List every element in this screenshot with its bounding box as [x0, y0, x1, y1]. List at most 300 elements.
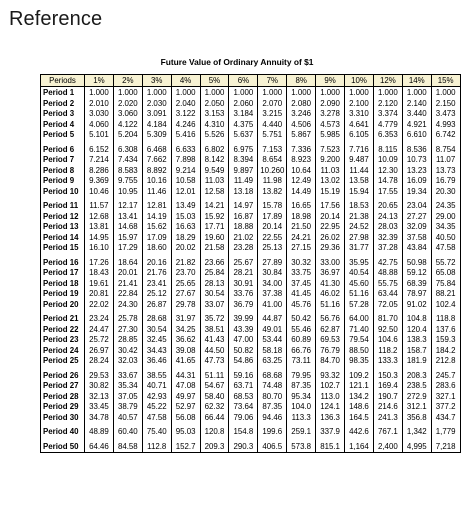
- period-label: Period 8: [41, 166, 85, 177]
- value-cell: 22.55: [258, 233, 287, 244]
- value-cell: 11.49: [229, 176, 258, 187]
- value-cell: 29.53: [85, 371, 114, 382]
- value-cell: 9.200: [316, 155, 345, 166]
- page-title: Reference: [9, 8, 103, 30]
- value-cell: 23.41: [142, 279, 171, 290]
- value-cell: 30.54: [142, 325, 171, 336]
- value-cell: 209.3: [200, 442, 229, 453]
- value-cell: 6.308: [113, 145, 142, 156]
- value-cell: 9.369: [85, 176, 114, 187]
- value-cell: 56.76: [316, 314, 345, 325]
- value-cell: 79.95: [287, 371, 316, 382]
- value-cell: 37.58: [402, 233, 431, 244]
- value-cell: 7,218: [431, 442, 460, 453]
- value-cell: 7.434: [113, 155, 142, 166]
- period-label: Period 1: [41, 87, 85, 99]
- value-cell: 12.17: [113, 201, 142, 212]
- value-cell: 1.000: [316, 87, 345, 99]
- value-cell: 11.03: [316, 166, 345, 177]
- value-cell: 43.39: [229, 325, 258, 336]
- value-cell: 33.00: [316, 258, 345, 269]
- value-cell: 78.97: [402, 289, 431, 300]
- table-row: [41, 233, 461, 244]
- value-cell: 13.41: [113, 212, 142, 223]
- value-cell: 31.97: [171, 314, 200, 325]
- value-cell: 3.440: [402, 109, 431, 120]
- value-cell: 1.000: [258, 87, 287, 99]
- table-title: Future Value of Ordinary Annuity of $1: [160, 57, 314, 67]
- value-cell: 573.8: [287, 442, 316, 453]
- value-cell: 16.09: [402, 176, 431, 187]
- value-cell: 15.92: [200, 212, 229, 223]
- table-row: [41, 300, 461, 311]
- value-cell: 44.50: [200, 346, 229, 357]
- value-cell: 181.9: [402, 356, 431, 367]
- value-cell: 76.79: [316, 346, 345, 357]
- value-cell: 16.10: [85, 243, 114, 254]
- value-cell: 58.18: [258, 346, 287, 357]
- value-cell: 93.32: [316, 371, 345, 382]
- value-cell: 40.50: [431, 233, 460, 244]
- value-cell: 159.3: [431, 335, 460, 346]
- period-label: Period 4: [41, 120, 85, 131]
- value-cell: 17.71: [200, 222, 229, 233]
- value-cell: 72.05: [373, 300, 402, 311]
- value-cell: 2.090: [316, 99, 345, 110]
- table-row: [41, 166, 461, 177]
- period-label: Period 26: [41, 371, 85, 382]
- value-cell: 3.215: [258, 109, 287, 120]
- value-cell: 11.07: [431, 155, 460, 166]
- value-cell: 104.6: [373, 335, 402, 346]
- header-rate: 1%: [85, 75, 114, 87]
- value-cell: 33.75: [287, 268, 316, 279]
- value-cell: 25.13: [258, 243, 287, 254]
- value-cell: 71.40: [345, 325, 374, 336]
- value-cell: 27.89: [258, 258, 287, 269]
- header-rate: 14%: [402, 75, 431, 87]
- value-cell: 42.93: [142, 392, 171, 403]
- value-cell: 30.32: [287, 258, 316, 269]
- value-cell: 94.46: [258, 413, 287, 424]
- value-cell: 2.100: [345, 99, 374, 110]
- value-cell: 2.040: [171, 99, 200, 110]
- value-cell: 259.1: [287, 427, 316, 438]
- value-cell: 4.060: [85, 120, 114, 131]
- value-cell: 137.6: [431, 325, 460, 336]
- table-row: [41, 145, 461, 156]
- value-cell: 23.28: [229, 243, 258, 254]
- value-cell: 24.21: [287, 233, 316, 244]
- value-cell: 40.71: [142, 381, 171, 392]
- value-cell: 28.24: [85, 356, 114, 367]
- value-cell: 49.01: [258, 325, 287, 336]
- value-cell: 62.87: [316, 325, 345, 336]
- period-label: Period 10: [41, 187, 85, 198]
- table-row: [41, 325, 461, 336]
- value-cell: 10.260: [258, 166, 287, 177]
- value-cell: 60.89: [287, 335, 316, 346]
- value-cell: 38.55: [142, 371, 171, 382]
- value-cell: 30.42: [113, 346, 142, 357]
- value-cell: 32.13: [85, 392, 114, 403]
- value-cell: 434.7: [431, 413, 460, 424]
- table-row: [41, 99, 461, 110]
- value-cell: 26.97: [85, 346, 114, 357]
- value-cell: 40.57: [113, 413, 142, 424]
- table-row: [41, 187, 461, 198]
- value-cell: 4.641: [345, 120, 374, 131]
- value-cell: 1.000: [431, 87, 460, 99]
- value-cell: 102.7: [316, 381, 345, 392]
- value-cell: 27.98: [345, 233, 374, 244]
- value-cell: 11.98: [258, 176, 287, 187]
- table-row: [41, 109, 461, 120]
- value-cell: 33.67: [113, 371, 142, 382]
- value-cell: 3.184: [229, 109, 258, 120]
- value-cell: 65.08: [431, 268, 460, 279]
- value-cell: 2.070: [258, 99, 287, 110]
- value-cell: 20.14: [316, 212, 345, 223]
- period-label: Period 24: [41, 346, 85, 357]
- value-cell: 21.41: [113, 279, 142, 290]
- value-cell: 41.30: [316, 279, 345, 290]
- value-cell: 54.67: [200, 381, 229, 392]
- value-cell: 20.30: [431, 187, 460, 198]
- value-cell: 6.742: [431, 130, 460, 141]
- value-cell: 25.12: [142, 289, 171, 300]
- value-cell: 6.975: [229, 145, 258, 156]
- value-cell: 5.416: [171, 130, 200, 141]
- value-cell: 37.45: [287, 279, 316, 290]
- value-cell: 4.573: [316, 120, 345, 131]
- value-cell: 283.6: [431, 381, 460, 392]
- value-cell: 9.755: [113, 176, 142, 187]
- period-label: Period 2: [41, 99, 85, 110]
- value-cell: 20.01: [113, 268, 142, 279]
- value-cell: 6.468: [142, 145, 171, 156]
- value-cell: 6.152: [85, 145, 114, 156]
- value-cell: 47.08: [171, 381, 200, 392]
- table-row: [41, 279, 461, 290]
- value-cell: 55.75: [373, 279, 402, 290]
- value-cell: 136.3: [316, 413, 345, 424]
- value-cell: 2.060: [229, 99, 258, 110]
- value-cell: 25.84: [200, 268, 229, 279]
- value-cell: 84.58: [113, 442, 142, 453]
- value-cell: 32.03: [113, 356, 142, 367]
- period-label: Period 30: [41, 413, 85, 424]
- value-cell: 25.78: [113, 314, 142, 325]
- value-cell: 52.97: [171, 402, 200, 413]
- annuity-table: [40, 74, 461, 453]
- table-row: [41, 130, 461, 141]
- value-cell: 238.5: [402, 381, 431, 392]
- value-cell: 15.97: [113, 233, 142, 244]
- table-row: [41, 155, 461, 166]
- value-cell: 4.921: [402, 120, 431, 131]
- value-cell: 199.6: [258, 427, 287, 438]
- value-cell: 32.45: [142, 335, 171, 346]
- value-cell: 35.34: [113, 381, 142, 392]
- value-cell: 7.336: [287, 145, 316, 156]
- value-cell: 19.60: [200, 233, 229, 244]
- table-row: [41, 402, 461, 413]
- value-cell: 9.897: [229, 166, 258, 177]
- table-row: [41, 335, 461, 346]
- value-cell: 10.09: [373, 155, 402, 166]
- value-cell: 4.375: [229, 120, 258, 131]
- value-cell: 120.8: [200, 427, 229, 438]
- header-periods: Periods: [41, 75, 85, 87]
- value-cell: 377.2: [431, 402, 460, 413]
- value-cell: 2,400: [373, 442, 402, 453]
- header-rate: 3%: [142, 75, 171, 87]
- value-cell: 95.03: [171, 427, 200, 438]
- value-cell: 18.88: [229, 222, 258, 233]
- value-cell: 169.4: [373, 381, 402, 392]
- value-cell: 63.44: [373, 289, 402, 300]
- value-cell: 8.654: [258, 155, 287, 166]
- value-cell: 14.97: [229, 201, 258, 212]
- value-cell: 1.000: [402, 87, 431, 99]
- value-cell: 104.8: [402, 314, 431, 325]
- table-row: [41, 427, 461, 438]
- value-cell: 120.4: [402, 325, 431, 336]
- value-cell: 14.19: [142, 212, 171, 223]
- value-cell: 1.000: [373, 87, 402, 99]
- value-cell: 19.61: [85, 279, 114, 290]
- value-cell: 24.13: [373, 212, 402, 223]
- value-cell: 4.184: [142, 120, 171, 131]
- value-cell: 58.40: [200, 392, 229, 403]
- value-cell: 15.78: [258, 201, 287, 212]
- value-cell: 87.35: [287, 381, 316, 392]
- value-cell: 37.05: [113, 392, 142, 403]
- header-rate: 9%: [316, 75, 345, 87]
- value-cell: 312.1: [402, 402, 431, 413]
- value-cell: 23.70: [171, 268, 200, 279]
- value-cell: 3.278: [316, 109, 345, 120]
- value-cell: 30.82: [85, 381, 114, 392]
- value-cell: 91.02: [402, 300, 431, 311]
- value-cell: 84.70: [316, 356, 345, 367]
- period-label: Period 9: [41, 176, 85, 187]
- value-cell: 148.6: [345, 402, 374, 413]
- value-cell: 134.2: [345, 392, 374, 403]
- value-cell: 80.70: [258, 392, 287, 403]
- value-cell: 21.38: [345, 212, 374, 223]
- value-cell: 34.43: [142, 346, 171, 357]
- value-cell: 8.115: [373, 145, 402, 156]
- period-label: Period 23: [41, 335, 85, 346]
- value-cell: 113.3: [287, 413, 316, 424]
- value-cell: 5.526: [200, 130, 229, 141]
- value-cell: 44.87: [258, 314, 287, 325]
- value-cell: 62.32: [200, 402, 229, 413]
- value-cell: 154.8: [229, 427, 258, 438]
- value-cell: 79.54: [345, 335, 374, 346]
- period-label: Period 29: [41, 402, 85, 413]
- value-cell: 26.87: [142, 300, 171, 311]
- value-cell: 30.84: [258, 268, 287, 279]
- value-cell: 66.76: [287, 346, 316, 357]
- value-cell: 6.802: [200, 145, 229, 156]
- value-cell: 10.64: [287, 166, 316, 177]
- value-cell: 68.53: [229, 392, 258, 403]
- value-cell: 6.610: [402, 130, 431, 141]
- value-cell: 29.00: [431, 212, 460, 223]
- value-cell: 33.76: [229, 289, 258, 300]
- value-cell: 37.28: [373, 243, 402, 254]
- value-cell: 22.84: [113, 289, 142, 300]
- value-cell: 241.3: [373, 413, 402, 424]
- header-rate: 8%: [287, 75, 316, 87]
- header-rate: 6%: [229, 75, 258, 87]
- value-cell: 75.84: [431, 279, 460, 290]
- value-cell: 22.95: [316, 222, 345, 233]
- value-cell: 1.000: [142, 87, 171, 99]
- value-cell: 39.08: [171, 346, 200, 357]
- value-cell: 2.140: [402, 99, 431, 110]
- value-cell: 28.03: [373, 222, 402, 233]
- value-cell: 81.70: [373, 314, 402, 325]
- value-cell: 47.58: [142, 413, 171, 424]
- table-row: [41, 222, 461, 233]
- header-rate: 7%: [258, 75, 287, 87]
- value-cell: 7.153: [258, 145, 287, 156]
- value-cell: 1.000: [85, 87, 114, 99]
- value-cell: 53.44: [258, 335, 287, 346]
- value-cell: 66.44: [200, 413, 229, 424]
- value-cell: 68.39: [402, 279, 431, 290]
- value-cell: 5.637: [229, 130, 258, 141]
- value-cell: 2.080: [287, 99, 316, 110]
- value-cell: 1.000: [229, 87, 258, 99]
- value-cell: 12.01: [171, 187, 200, 198]
- table-row: [41, 442, 461, 453]
- value-cell: 36.79: [229, 300, 258, 311]
- value-cell: 19.34: [402, 187, 431, 198]
- value-cell: 14.68: [113, 222, 142, 233]
- value-cell: 138.3: [402, 335, 431, 346]
- value-cell: 17.56: [316, 201, 345, 212]
- value-cell: 5.867: [287, 130, 316, 141]
- period-label: Period 3: [41, 109, 85, 120]
- value-cell: 64.00: [345, 314, 374, 325]
- table-row: [41, 289, 461, 300]
- value-cell: 87.35: [258, 402, 287, 413]
- value-cell: 92.50: [373, 325, 402, 336]
- value-cell: 28.13: [200, 279, 229, 290]
- value-cell: 150.3: [373, 371, 402, 382]
- period-label: Period 7: [41, 155, 85, 166]
- value-cell: 55.72: [431, 258, 460, 269]
- value-cell: 245.7: [431, 371, 460, 382]
- value-cell: 18.98: [287, 212, 316, 223]
- value-cell: 32.09: [402, 222, 431, 233]
- header-rate: 2%: [113, 75, 142, 87]
- value-cell: 34.35: [431, 222, 460, 233]
- value-cell: 51.11: [200, 371, 229, 382]
- value-cell: 13.58: [345, 176, 374, 187]
- value-cell: 3.060: [113, 109, 142, 120]
- value-cell: 28.68: [142, 314, 171, 325]
- value-cell: 442.6: [345, 427, 374, 438]
- value-cell: 102.4: [431, 300, 460, 311]
- value-cell: 1.000: [200, 87, 229, 99]
- header-rate: 12%: [373, 75, 402, 87]
- value-cell: 7.662: [142, 155, 171, 166]
- value-cell: 5.309: [142, 130, 171, 141]
- value-cell: 50.82: [229, 346, 258, 357]
- value-cell: 48.89: [85, 427, 114, 438]
- value-cell: 6.105: [345, 130, 374, 141]
- value-cell: 12.30: [373, 166, 402, 177]
- value-cell: 212.8: [431, 356, 460, 367]
- table-row: [41, 356, 461, 367]
- value-cell: 16.79: [431, 176, 460, 187]
- value-cell: 34.00: [258, 279, 287, 290]
- value-cell: 13.73: [431, 166, 460, 177]
- value-cell: 406.5: [258, 442, 287, 453]
- value-cell: 79.06: [229, 413, 258, 424]
- period-label: Period 27: [41, 381, 85, 392]
- value-cell: 11.57: [85, 201, 114, 212]
- value-cell: 57.28: [345, 300, 374, 311]
- value-cell: 23.04: [402, 201, 431, 212]
- value-cell: 56.08: [171, 413, 200, 424]
- value-cell: 47.58: [431, 243, 460, 254]
- value-cell: 2.120: [373, 99, 402, 110]
- value-cell: 3.246: [287, 109, 316, 120]
- value-cell: 12.68: [85, 212, 114, 223]
- table-row: [41, 120, 461, 131]
- value-cell: 104.0: [287, 402, 316, 413]
- value-cell: 23.24: [85, 314, 114, 325]
- value-cell: 88.21: [431, 289, 460, 300]
- value-cell: 18.53: [345, 201, 374, 212]
- value-cell: 21.76: [142, 268, 171, 279]
- period-label: Period 11: [41, 201, 85, 212]
- value-cell: 1.000: [113, 87, 142, 99]
- value-cell: 9.549: [200, 166, 229, 177]
- value-cell: 8.923: [287, 155, 316, 166]
- period-label: Period 18: [41, 279, 85, 290]
- value-cell: 14.78: [373, 176, 402, 187]
- value-cell: 21.02: [229, 233, 258, 244]
- value-cell: 3.091: [142, 109, 171, 120]
- value-cell: 20.14: [258, 222, 287, 233]
- value-cell: 50.98: [402, 258, 431, 269]
- value-cell: 95.34: [287, 392, 316, 403]
- period-label: Period 21: [41, 314, 85, 325]
- value-cell: 10.46: [85, 187, 114, 198]
- value-cell: 60.40: [113, 427, 142, 438]
- value-cell: 11.46: [142, 187, 171, 198]
- table-row: [41, 258, 461, 269]
- value-cell: 59.12: [402, 268, 431, 279]
- value-cell: 29.78: [171, 300, 200, 311]
- value-cell: 4.440: [258, 120, 287, 131]
- value-cell: 40.54: [345, 268, 374, 279]
- value-cell: 33.45: [85, 402, 114, 413]
- value-cell: 34.78: [85, 413, 114, 424]
- value-cell: 23.66: [200, 258, 229, 269]
- value-cell: 30.91: [229, 279, 258, 290]
- value-cell: 2.030: [142, 99, 171, 110]
- value-cell: 121.1: [345, 381, 374, 392]
